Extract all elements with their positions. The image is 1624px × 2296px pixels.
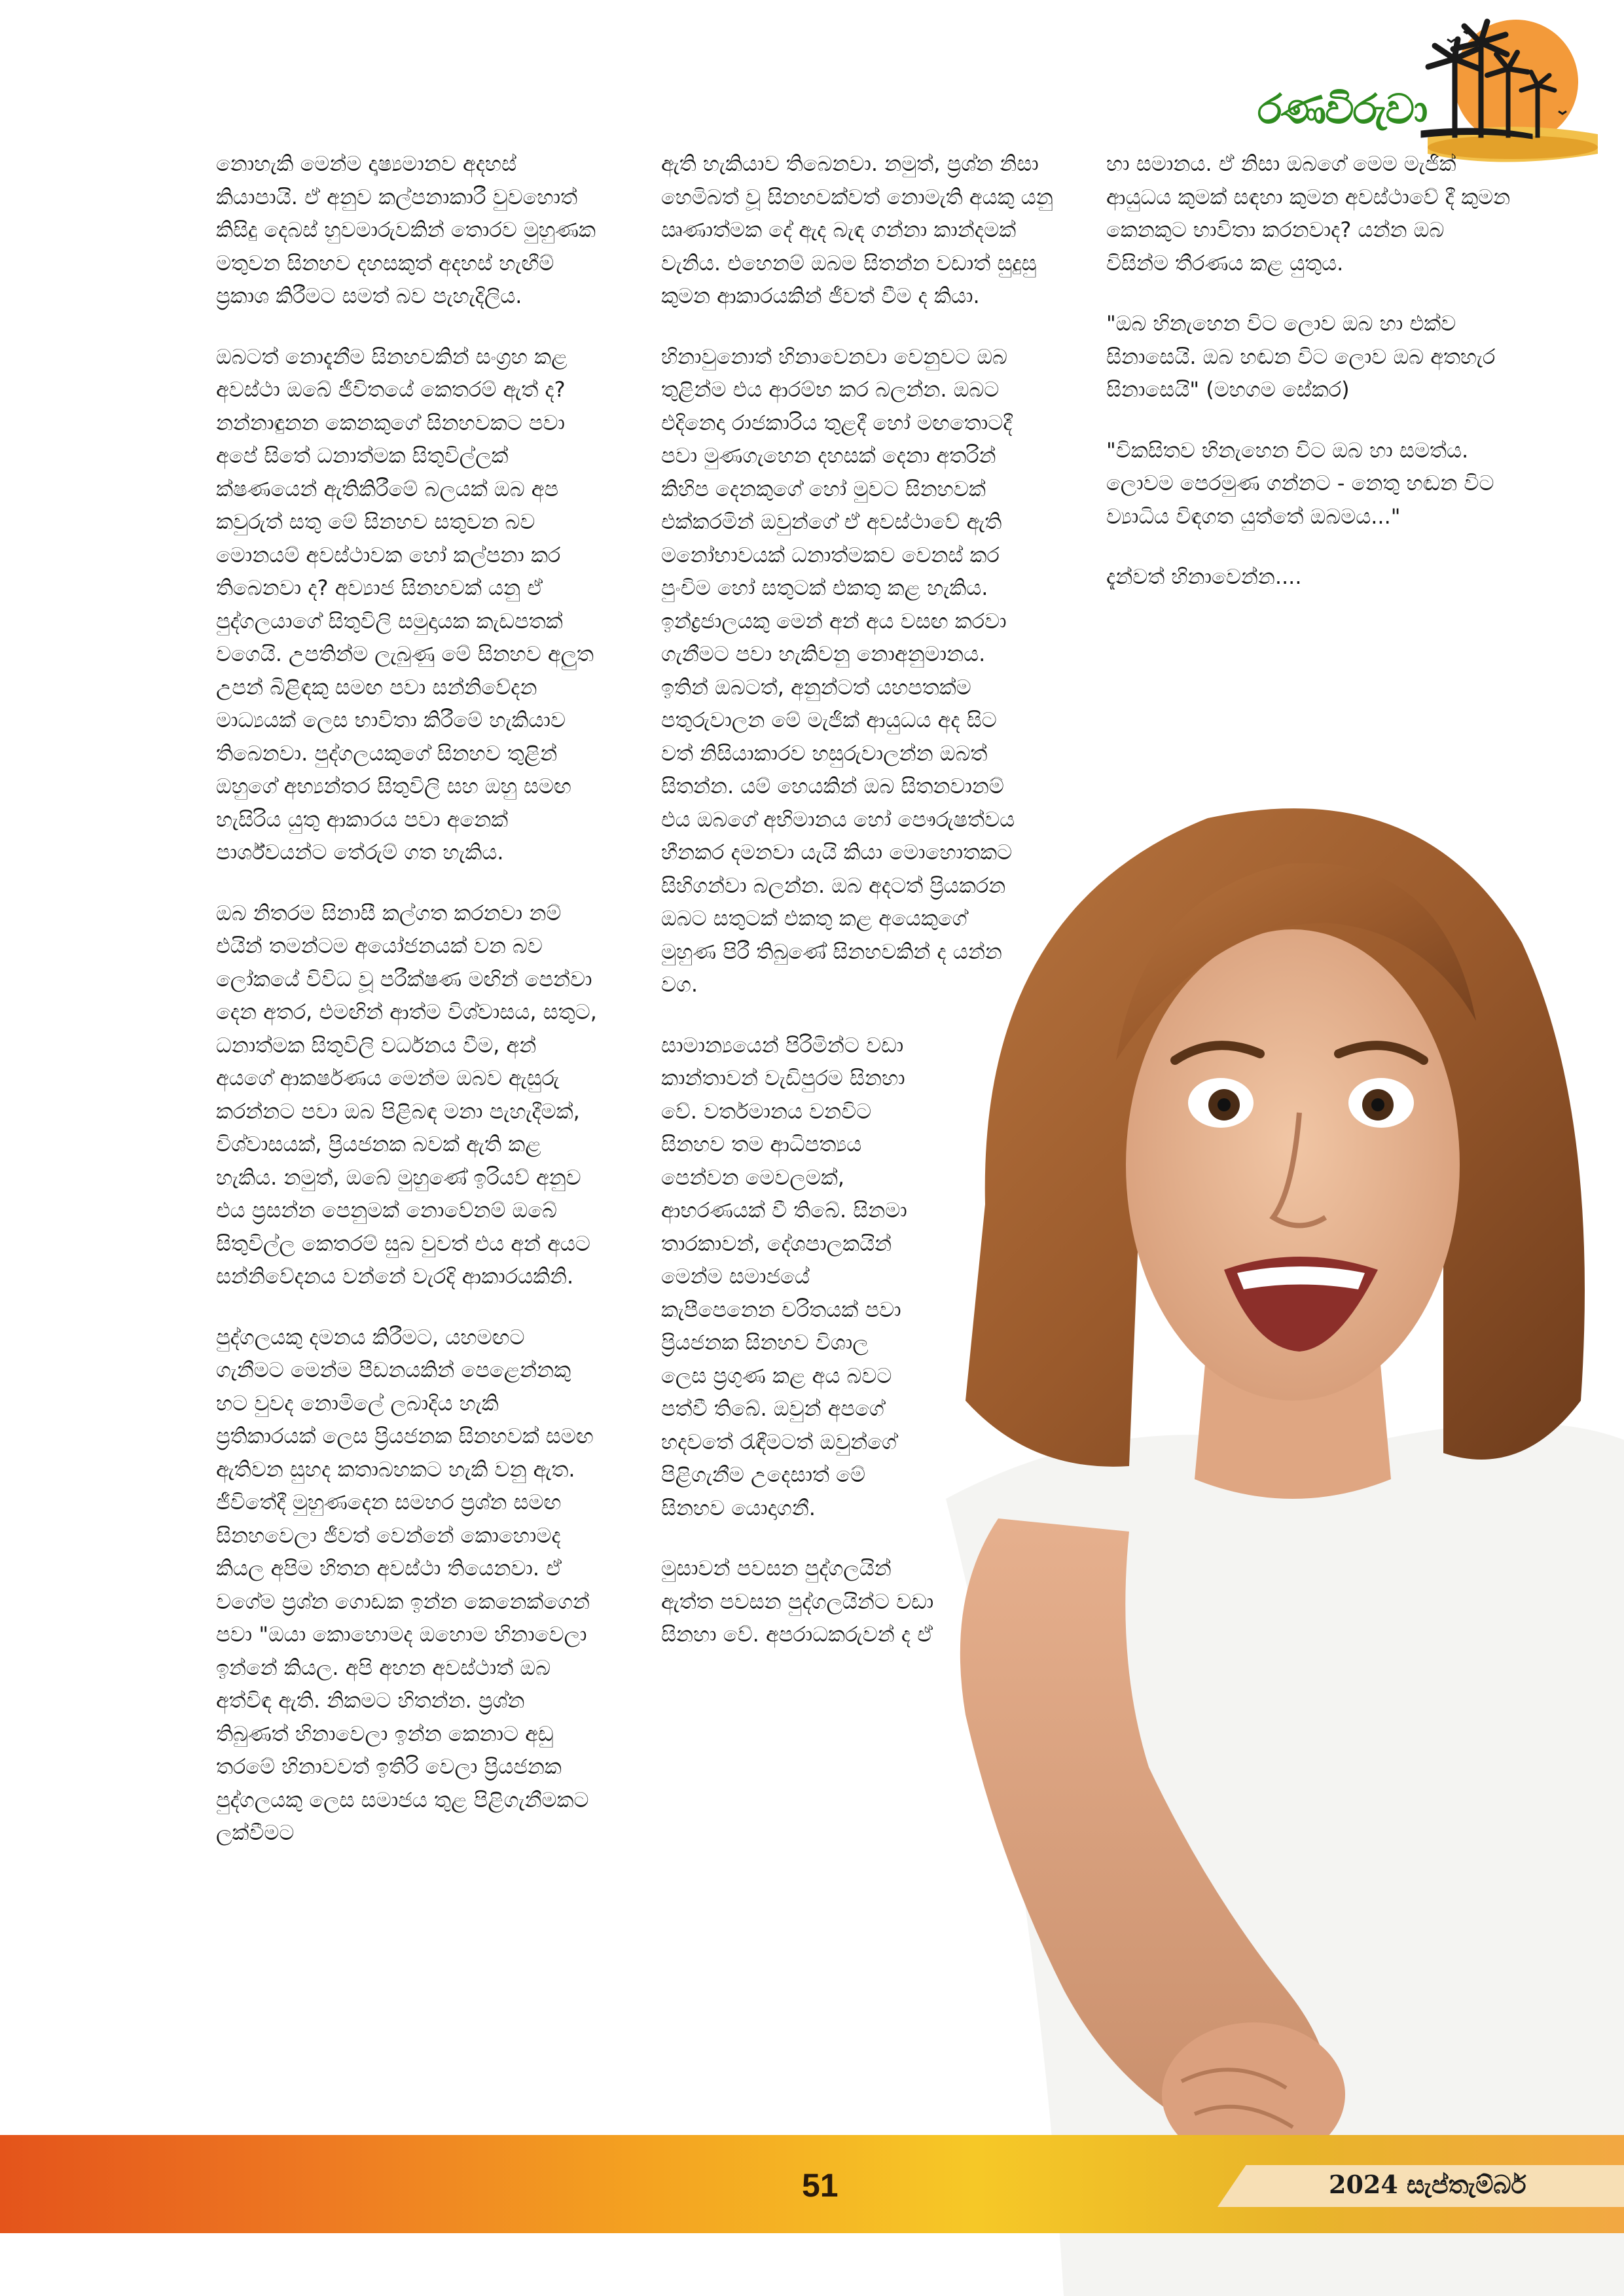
paragraph: හා සමානය. ඒ නිසා ඔබගේ මෙම මැජික් ආයුධය කුමක් සඳහා කුමන අවස්ථාවේ දී කුමන කෙනකුට භාවිතා කරනවාද? යන්න ඔබ විසින්ම තීරණය කළ යුතුය. <box>1106 151 1511 276</box>
paragraph: ඔබ නිතරම සිනාසී කල්ගත කරනවා නම් එයින් තමන්ටම අයෝජනයක් වන බව ලෝකයේ විවිධ වූ පරීක්ෂණ මඟින් පෙන්වා දෙන අතර, එමඟින් ආත්ම විශ්වාසය, සතුට, ධනාත්මක සිතුවිලි වර්ධනය වීම, අන් අයගේ ආකර්ෂණය මෙන්ම ඔබව ඇසුරු කරන්නට පවා ඔබ පිළිබඳ මනා පැහැදීමක්, විශ්වාසයක්, ප්‍රියජනක බවක් ඇති කළ හැකිය. නමුත්, ඔබේ මුහුණේ ඉරියව් අනුව එය ප්‍රසන්න පෙනුමක් නොවේනම් ඔබේ සිතුවිල්ල කෙතරම් සුබ වුවත් එය අන් අයට සන්නිවේදනය වන්නේ වැරදි ආකාරයකිනි. <box>216 900 597 1289</box>
issue-date: 2024 සැප්තැම්බර් <box>1329 2170 1526 2199</box>
quote: "විකසිතව හිනැහෙන විට ඔබ හා සමත්ය. ලොවම පෙරමුණ ගන්නට - නෙතු හඬන විට ව්‍යාධිය විඳගත යුත්තේ ඔබමය..." <box>1106 437 1494 529</box>
paragraph: හිනාවුනොත් හිනාවෙනවා වෙනුවට ඔබ තුළින්ම එය ආරම්භ කර බලන්න. ඔබට එදිනෙදා රාජකාරිය තුළදී හෝ මඟතොටදී පවා මුණගැහෙන දහසක් දෙනා අතරින් කිහිප දෙනකුගේ හෝ මුවට සිනහවක් එක්කරමින් ඔවුන්ගේ ඒ අවස්ථාවේ ඇති මනෝභාවයක් ධනාත්මකව වෙනස් කර පුංචිම හෝ සතුටක් එකතු කළ හැකිය. ඉන්ද්‍රජාලයකු මෙන් අන් අය වසඟ කරවා ගැනීමට පවා හැකිවනු නොඅනුමානය. ඉතින් ඔබටත්, අනුන්ටත් යහපතක්ම පතුරුවාලන මේ මැජික් ආයුධය අද සිට වත් නිසියාකාරව හසුරුවාලන්න ඔබත් සිතන්න. යම් හෙයකින් ඔබ සිතනවානම් එය ඔබගේ අභිමානය හෝ පෞරුෂත්වය හීනකර දමනවා යැයි කියා මොහොතකට සිහිගන්වා බලන්න. ඔබ අදටත් ප්‍රියකරන ඔබට සතුටක් එකතු කළ අයෙකුගේ මුහුණ පිරී තිබුණේ සිනහවකින් ද යන්න වග. <box>661 344 1015 997</box>
smiling-woman-photo <box>867 746 1624 2296</box>
closing-line: දැන්වත් හිනාවෙන්න.... <box>1106 564 1302 589</box>
page-number: 51 <box>802 2167 839 2204</box>
logo-text: රණවිරුවා <box>1257 85 1427 133</box>
paragraph: මුසාවන් පවසන පුද්ගලයින් ඇත්ත පවසන පුද්ගලයින්ට වඩා සිනහා වේ. අපරාධකරුවන් ද ඒ <box>661 1556 934 1647</box>
paragraph: ඔබටත් නොදැනීම සිනහවකින් සංග්‍රහ කළ අවස්ථා ඔබේ ජීවිතයේ කෙතරම් ඇත් ද? නන්නාඳුනන කෙනකුගේ සිනහවකට පවා අපේ සිතේ ධනාත්මක සිතුවිල්ලක් ක්ෂණයෙන් ඇතිකිරීමේ බලයක් ඔබ අප කවුරුත් සතු මේ සිනහව සතුවන බව මොනයම් අවස්ථාවක හෝ කල්පනා කර තිබෙනවා ද? අව්‍යාජ සිනහවක් යනු ඒ පුද්ගලයාගේ සිතුවිලි සමුදායක කැඩපතක් වගෙයි. උපතින්ම ලැබුණු මේ සිනහව අලුත උපන් බිළිඳකු සමඟ පවා සන්නිවේදන මාධ්‍යයක් ලෙස භාවිතා කිරීමේ හැකියාව තිබෙනවා. පුද්ගලයකුගේ සිනහව තුළින් ඔහුගේ අභ්‍යන්තර සිතුවිලි සහ ඔහු සමඟ හැසිරිය යුතු ආකාරය පවා අනෙක් පාර්ශ්වයන්ට තේරුම් ගත හැකිය. <box>216 344 594 865</box>
article-column-1 <box>216 147 599 1877</box>
paragraph: ඇති හැකියාව තිබෙනවා. නමුත්, ප්‍රශ්න නිසා හෙමිබත් වූ සිනහවක්වත් නොමැති අයකු යනු ඍණාත්මක දේ ඇද බැඳ ගන්නා කාන්දමක් වැනිය. එහෙනම් ඔබම සිතන්න වඩාත් සුදුසු කුමන ආකාරයකින් ජීවත් වීම ද කියා. <box>661 151 1053 308</box>
article-column-3 <box>1106 147 1512 621</box>
quote: "ඔබ හිනැහෙන විට ලොව ඔබ හා එක්ව සිනාසෙයි. ඔබ හඬන විට ලොව ඔබ අතහැර සිනාසෙයි" (මහගම සේකර) <box>1106 311 1496 402</box>
paragraph: සාමාන්‍යයෙන් පිරිමින්ට වඩා කාන්තාවන් වැඩිපුරම සිනහා වේ. වර්තමානය වනවිට සිනහව තම ආධිපත්‍යය පෙන්වන මෙවලමක්, ආභරණයක් වී තිබේ. සිනමා තාරකාවන්, දේශපාලකයින් මෙන්ම සමාජයේ කැපීපෙනෙන චරිතයක් පවා ප්‍රියජනක සිනහව විශාල ලෙස ප්‍රගුණ කළ අය බවට පත්වී තිබේ. ඔවුන් අපගේ හදවතේ රැඳීමටත් ඔවුන්ගේ පිළිගැනීම උදෙසාත් මේ සිනහව යොදාගනී. <box>661 1032 907 1520</box>
paragraph: නොහැකි මෙන්ම දෘෂ්‍යමානව අදහස් කියාපායි. ඒ අනුව කල්පනාකාරී වුවහොත් කිසිදු දෙබස් හුවමාරුවකින් තොරව මුහුණක මතුවන සිනහව දහසකුත් අදහස් හැඟීම් ප්‍රකාශ කිරීමට සමත් බව පැහැදිලිය. <box>216 151 596 308</box>
paragraph: පුද්ගලයකු දමනය කිරීමට, යහමඟට ගැනීමට මෙන්ම පීඩනයකින් පෙළෙන්නකු හට වුවද නොමිලේ ලබාදිය හැකි ප්‍රතිකාරයක් ලෙස ප්‍රියජනක සිනහවක් සමඟ ඇතිවන සුහද කතාබහකට හැකි වනු ඇත. ජීවිතේදී මුහුණදෙන සමහර ප්‍රශ්න සමඟ සිනහවෙලා ජීවත් වෙන්නේ කොහොමද කියල අපිම හිතන අවස්ථා තියෙනවා. ඒ වගේම ප්‍රශ්න ගොඩක ඉන්න කෙනෙක්ගෙන් පවා "ඔයා කොහොමද ඔහොම හිනාවෙලා ඉන්නේ කියල. අපි අහන අවස්ථාත් ඔබ අත්විඳ ඇති. නිකමට හිතන්න. ප්‍රශ්න තිබුණත් හිනාවෙලා ඉන්න කෙනාට අඩු තරමේ හිනාවවත් ඉතිරි වෙලා ප්‍රියජනක පුද්ගලයකු ලෙස සමාජය තුළ පිළිගැනීමකට ලක්වීමට <box>216 1324 594 1845</box>
